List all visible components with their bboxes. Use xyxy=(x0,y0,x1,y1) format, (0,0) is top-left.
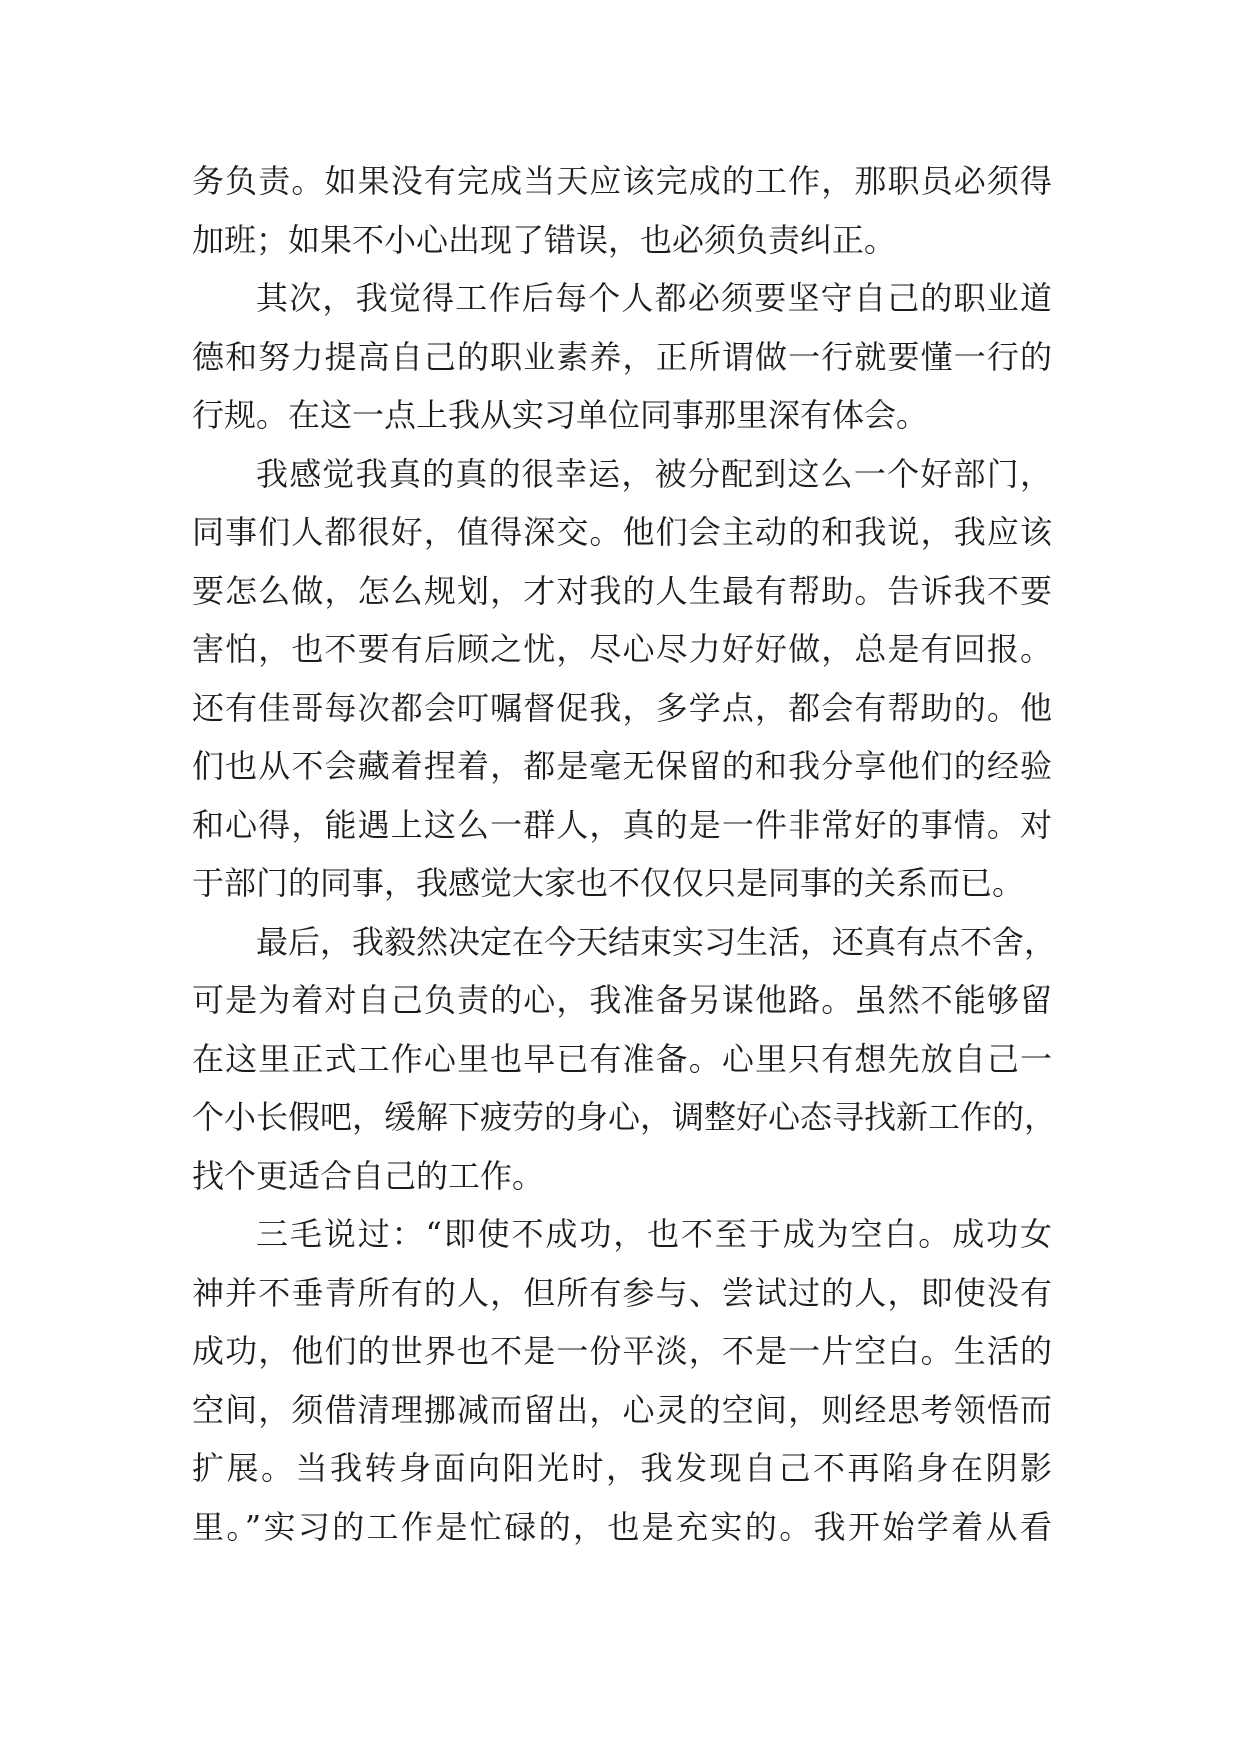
text-line: 和心得，能遇上这么一群人，真的是一件非常好的事情。对 xyxy=(192,805,1052,844)
body-text xyxy=(192,152,1057,1556)
text-line: 于部门的同事，我感觉大家也不仅仅只是同事的关系而已。 xyxy=(192,864,1025,902)
text-line: 里。”实习的工作是忙碌的，也是充实的。我开始学着从看 xyxy=(192,1507,1052,1546)
text-line: 加班；如果不小心出现了错误，也必须负责纠正。 xyxy=(192,220,897,259)
text-line: 三毛说过：“即使不成功，也不至于成为空白。成功女 xyxy=(256,1215,1052,1253)
text-line: 神并不垂青所有的人，但所有参与、尝试过的人，即使没有 xyxy=(192,1273,1052,1312)
text-line: 同事们人都很好，值得深交。他们会主动的和我说，我应该 xyxy=(192,513,1052,551)
text-line: 行规。在这一点上我从实习单位同事那里深有体会。 xyxy=(192,396,929,434)
text-line: 在这里正式工作心里也早已有准备。心里只有想先放自己一 xyxy=(192,1039,1052,1078)
text-line: 害怕，也不要有后顾之忧，尽心尽力好好做，总是有回报。 xyxy=(192,630,1052,668)
text-line: 最后，我毅然决定在今天结束实习生活，还真有点不舍， xyxy=(256,922,1057,961)
text-line: 们也从不会藏着捏着，都是毫无保留的和我分享他们的经验 xyxy=(192,747,1052,785)
text-line: 要怎么做，怎么规划，才对我的人生最有帮助。告诉我不要 xyxy=(192,571,1052,610)
text-line: 找个更适合自己的工作。 xyxy=(192,1156,545,1195)
text-line: 扩展。当我转身面向阳光时，我发现自己不再陷身在阴影 xyxy=(192,1449,1052,1487)
text-line: 我感觉我真的真的很幸运，被分配到这么一个好部门， xyxy=(256,454,1052,493)
text-line: 成功，他们的世界也不是一份平淡，不是一片空白。生活的 xyxy=(192,1332,1052,1370)
text-line: 空间，须借清理挪减而留出，心灵的空间，则经思考领悟而 xyxy=(192,1390,1052,1429)
text-line: 还有佳哥每次都会叮嘱督促我，多学点，都会有帮助的。他 xyxy=(192,688,1052,727)
text-line: 其次，我觉得工作后每个人都必须要坚守自己的职业道 xyxy=(256,279,1052,317)
text-line: 可是为着对自己负责的心，我准备另谋他路。虽然不能够留 xyxy=(192,981,1052,1019)
text-line: 务负责。如果没有完成当天应该完成的工作，那职员必须得 xyxy=(192,162,1052,200)
text-line: 个小长假吧，缓解下疲劳的身心，调整好心态寻找新工作的， xyxy=(192,1098,1057,1136)
text-line: 德和努力提高自己的职业素养，正所谓做一行就要懂一行的 xyxy=(192,337,1052,376)
